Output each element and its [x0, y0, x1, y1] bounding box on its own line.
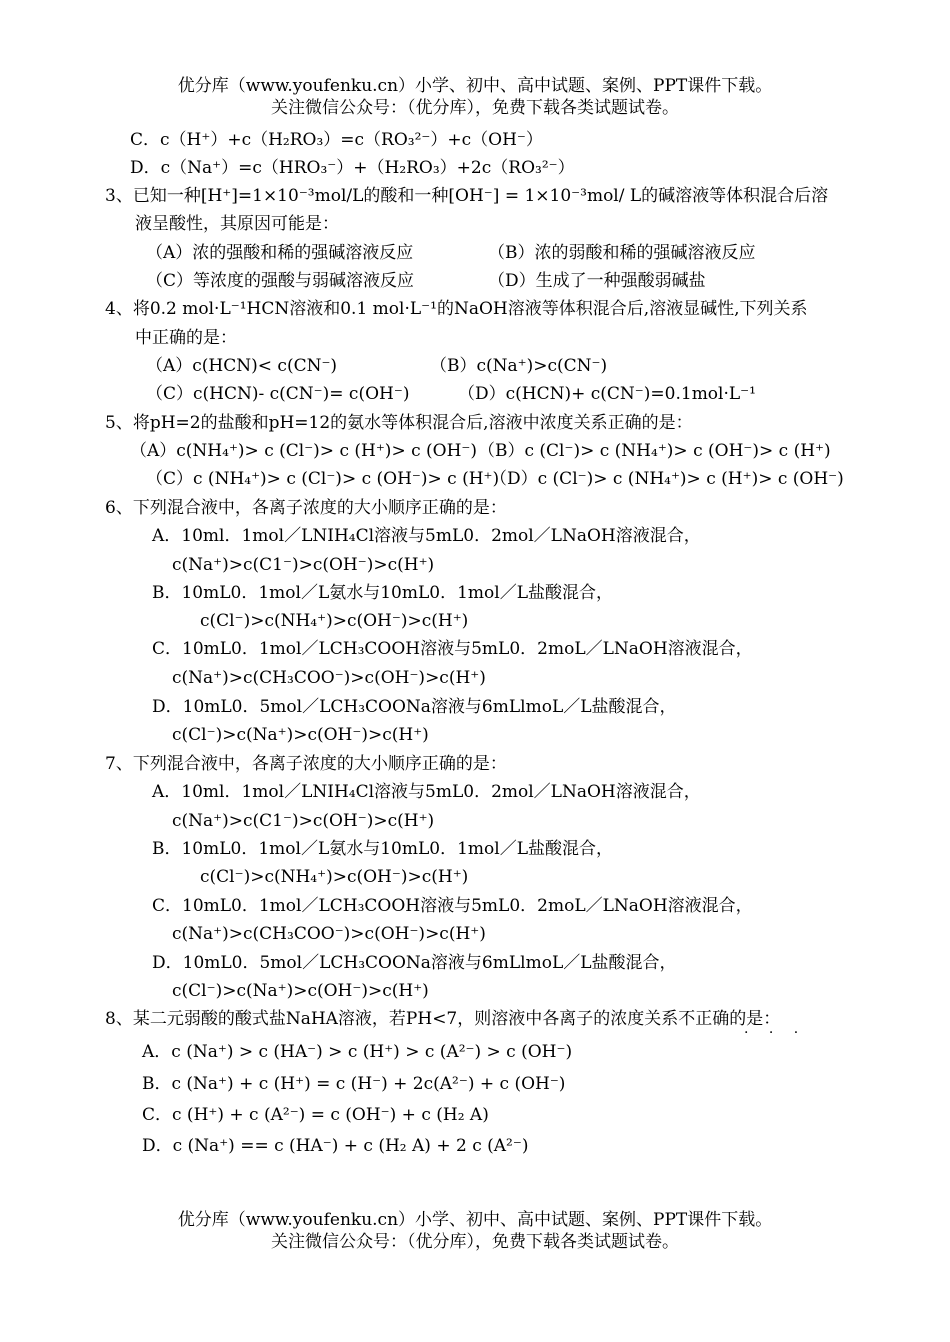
q6-option-b-line-1: B．10mL0．1mol／L氨水与10mL0．1mol／L盐酸混合，: [152, 583, 613, 603]
q7-option-d-line-1: D．10mL0．5mol／LCH₃COONa溶液与6mLlmoL／L盐酸混合，: [152, 953, 677, 973]
q8-option-d: D．c (Na⁺) == c (HA⁻) + c (H₂ A) + 2 c (A²⁻): [142, 1136, 529, 1156]
q7-option-d-line-2: c(Cl⁻)>c(Na⁺)>c(OH⁻)>c(H⁺): [172, 981, 429, 1001]
q7-stem: 7、下列混合液中，各离子浓度的大小顺序正确的是：: [105, 754, 507, 774]
footer-line-1: 优分库（www.youfenku.cn）小学、初中、高中试题、案例、PPT课件下载。: [177, 1210, 773, 1230]
q3-stem-line-1: 3、已知一种[H⁺]=1×10⁻³mol/L的酸和一种[OH⁻] = 1×10⁻³mol/ L的碱溶液等体积混合后溶: [105, 186, 829, 206]
q6-option-c-line-1: C．10mL0．1mol／LCH₃COOH溶液与5mL0．2moL／LNaOH溶液混合，: [152, 639, 753, 659]
q7-option-b-line-2: c(Cl⁻)>c(NH₄⁺)>c(OH⁻)>c(H⁺): [200, 867, 469, 887]
q6-option-a-line-1: A．10ml．1mol／LNIH₄Cl溶液与5mL0．2mol／LNaOH溶液混合，: [152, 526, 701, 546]
q8-emphasis-dots: · · ·: [744, 1025, 807, 1041]
q8-option-a: A．c (Na⁺) > c (HA⁻) > c (H⁺) > c (A²⁻) > c (OH⁻): [142, 1042, 573, 1062]
q6-option-d-line-2: c(Cl⁻)>c(Na⁺)>c(OH⁻)>c(H⁺): [172, 725, 429, 745]
q6-stem: 6、下列混合液中，各离子浓度的大小顺序正确的是：: [105, 498, 507, 518]
q4-stem-line-2: 中正确的是：: [135, 328, 237, 348]
q4-option-d: （D）c(HCN)+ c(CN⁻)=0.1mol·L⁻¹: [458, 384, 756, 404]
header-line-1: 优分库（www.youfenku.cn）小学、初中、高中试题、案例、PPT课件下载。: [177, 76, 773, 96]
q3-option-c: （C）等浓度的强酸与弱碱溶液反应: [146, 271, 415, 291]
q5-option-a: （A）c(NH₄⁺)> c (Cl⁻)> c (H⁺)> c (OH⁻): [130, 441, 478, 461]
q3-stem-line-2: 液呈酸性，其原因可能是：: [135, 214, 339, 234]
q4-option-b: （B）c(Na⁺)>c(CN⁻): [430, 356, 608, 376]
q6-option-b-line-2: c(Cl⁻)>c(NH₄⁺)>c(OH⁻)>c(H⁺): [200, 611, 469, 631]
q4-stem-line-1: 4、将0.2 mol·L⁻¹HCN溶液和0.1 mol·L⁻¹的NaOH溶液等体积混合后,溶液显碱性,下列关系: [105, 299, 808, 319]
footer-line-2: 关注微信公众号：（优分库），免费下载各类试题试卷。: [271, 1232, 679, 1252]
header-line-2: 关注微信公众号：（优分库），免费下载各类试题试卷。: [271, 98, 679, 118]
q7-option-a-line-1: A．10ml．1mol／LNIH₄Cl溶液与5mL0．2mol／LNaOH溶液混合，: [152, 782, 701, 802]
q7-option-b-line-1: B．10mL0．1mol／L氨水与10mL0．1mol／L盐酸混合，: [152, 839, 613, 859]
q6-option-c-line-2: c(Na⁺)>c(CH₃COO⁻)>c(OH⁻)>c(H⁺): [172, 668, 486, 688]
q3-option-d: （D）生成了一种强酸弱碱盐: [488, 271, 706, 291]
q8-stem: 8、某二元弱酸的酸式盐NaHA溶液，若PH<7，则溶液中各离子的浓度关系不正确的是：: [105, 1009, 781, 1029]
q8-option-c: C．c (H⁺) + c (A²⁻) = c (OH⁻) + c (H₂ A): [142, 1105, 489, 1125]
q5-option-b: （B）c (Cl⁻)> c (NH₄⁺)> c (OH⁻)> c (H⁺): [478, 441, 831, 461]
q7-option-c-line-2: c(Na⁺)>c(CH₃COO⁻)>c(OH⁻)>c(H⁺): [172, 924, 486, 944]
prev-option-d: D．c（Na⁺）=c（HRO₃⁻）+（H₂RO₃）+2c（RO₃²⁻）: [130, 158, 575, 178]
q7-option-a-line-2: c(Na⁺)>c(C1⁻)>c(OH⁻)>c(H⁺): [172, 811, 435, 831]
q5-option-c: （C）c (NH₄⁺)> c (Cl⁻)> c (OH⁻)> c (H⁺): [146, 469, 500, 489]
q7-option-c-line-1: C．10mL0．1mol／LCH₃COOH溶液与5mL0．2moL／LNaOH溶液混合，: [152, 896, 753, 916]
q4-option-c: （C）c(HCN)- c(CN⁻)= c(OH⁻): [146, 384, 410, 404]
q3-option-a: （A）浓的强酸和稀的强碱溶液反应: [146, 243, 414, 263]
q5-option-d: （D）c (Cl⁻)> c (NH₄⁺)> c (H⁺)> c (OH⁻): [490, 469, 844, 489]
prev-option-c: C．c（H⁺）+c（H₂RO₃）=c（RO₃²⁻）+c（OH⁻）: [130, 130, 543, 150]
q3-option-b: （B）浓的弱酸和稀的强碱溶液反应: [488, 243, 756, 263]
q6-option-a-line-2: c(Na⁺)>c(C1⁻)>c(OH⁻)>c(H⁺): [172, 555, 435, 575]
q5-stem: 5、将pH=2的盐酸和pH=12的氨水等体积混合后,溶液中浓度关系正确的是：: [105, 413, 693, 433]
q8-option-b: B．c (Na⁺) + c (H⁺) = c (H⁻) + 2c(A²⁻) + c (OH⁻): [142, 1074, 566, 1094]
q4-option-a: （A）c(HCN)< c(CN⁻): [146, 356, 338, 376]
q6-option-d-line-1: D．10mL0．5mol／LCH₃COONa溶液与6mLlmoL／L盐酸混合，: [152, 697, 677, 717]
